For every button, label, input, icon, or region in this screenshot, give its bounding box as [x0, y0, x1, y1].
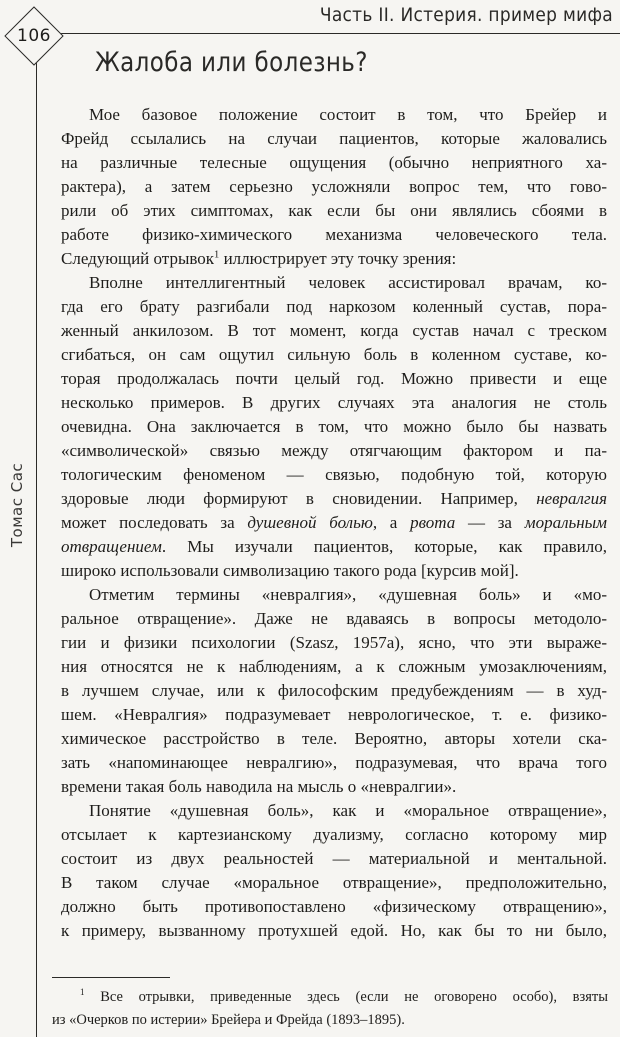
text-segment: Следующий отрывок [61, 249, 215, 268]
text-segment: должно быть противопоставлено «физическому отвращению», [61, 897, 607, 916]
text-segment: состоит из двух реальностей — материальной и ментальной. [61, 849, 607, 868]
text-segment: тологическим феноменом — связью, подобную той, которую [61, 465, 607, 484]
text-segment: сгибаться, он сам ощутил сильную боль в коленном суставе, ко- [61, 345, 607, 364]
text-line [61, 319, 607, 343]
text-segment: здоровые люди формируют в сновидении. Например, [61, 489, 537, 508]
text-line [61, 247, 607, 271]
italic-text: рвота [410, 513, 456, 532]
text-segment: из «Очерков по истерии» Брейера и Фрейда (1893–1895). [52, 1011, 405, 1028]
text-segment: на различные телесные ощущения (обычно неприятного ха- [61, 153, 607, 172]
footnote-marker: 1 [214, 249, 220, 261]
text-line [61, 607, 607, 631]
text-segment: гии и физики психологии (Szasz, 1957a), ясно, что эти выраже- [61, 633, 607, 652]
footnote-text [52, 986, 608, 1031]
text-segment: — за [455, 513, 525, 532]
text-line [52, 1009, 608, 1032]
text-segment: зать «напоминающее невралгию», подразумевая, что врача того [61, 753, 607, 772]
text-segment: торая продолжалась почти целый год. Можно привести и еще [61, 369, 607, 388]
text-segment: Отметим термины «невралгия», «душевная боль» и «мо- [89, 585, 607, 604]
text-line [61, 703, 607, 727]
text-segment: Мое базовое положение состоит в том, что Брейер и [89, 105, 607, 124]
page-number-badge [4, 6, 63, 65]
text-line [61, 367, 607, 391]
text-line [61, 847, 607, 871]
text-segment: женный анкилозом. В тот момент, когда сустав начал с треском [61, 321, 607, 340]
text-segment: ния относятся не к наблюдениям, а к сложным умозаключениям, [61, 657, 607, 676]
text-segment: Вполне интеллигентный человек ассистировал врачам, ко- [89, 273, 607, 292]
footnote-rule [52, 977, 170, 978]
margin-rule [36, 60, 37, 1037]
text-line [61, 823, 607, 847]
text-line [61, 583, 607, 607]
footnote-marker: 1 [80, 987, 85, 998]
text-line [61, 199, 607, 223]
text-segment: иллюстрирует эту точку зрения: [219, 249, 457, 268]
text-segment: В таком случае «моральное отвращение», предположительно, [61, 873, 607, 892]
text-segment: к примеру, вызванному протухшей едой. Но, как бы то ни было, [61, 921, 607, 940]
text-segment: «символической» связью между отягчающим фактором и па- [61, 441, 607, 460]
running-header: Часть II. Истерия. пример мифа [319, 4, 613, 27]
text-segment: шем. «Невралгия» подразумевает неврологическое, т. е. физико- [61, 705, 607, 724]
text-line [61, 679, 607, 703]
text-line [61, 751, 607, 775]
text-line [61, 919, 607, 943]
text-line [61, 799, 607, 823]
text-segment: в лучшем случае, или к философским предубеждениям — в худ- [61, 681, 607, 700]
page-number: 106 [17, 25, 51, 46]
text-segment: Понятие «душевная боль», как и «моральное отвращение», [89, 801, 607, 820]
text-line [61, 343, 607, 367]
italic-text: отвращением [61, 537, 162, 556]
text-segment: рактера), а затем серьезно усложняли вопрос тем, что гово- [61, 177, 607, 196]
text-segment: . Мы изучали пациентов, которые, как правило, [161, 537, 607, 556]
text-line [61, 487, 607, 511]
text-line [61, 295, 607, 319]
text-line [61, 775, 607, 799]
text-line [61, 895, 607, 919]
text-line [61, 175, 607, 199]
text-line [61, 415, 607, 439]
text-line [61, 439, 607, 463]
text-line [61, 871, 607, 895]
text-line [61, 103, 607, 127]
text-line [61, 511, 607, 535]
italic-text: душевной болью [247, 513, 373, 532]
body-text [61, 103, 607, 943]
text-line [61, 631, 607, 655]
text-segment: рили об этих симптомах, как если бы они являлись сбоями в [61, 201, 607, 220]
header-rule [57, 33, 620, 34]
text-line [61, 151, 607, 175]
text-segment: несколько примеров. В других случаях эта аналогия не столь [61, 393, 607, 412]
text-segment: гда его брату разгибали под наркозом коленный сустав, пора- [61, 297, 607, 316]
text-line [61, 271, 607, 295]
text-line [52, 986, 608, 1009]
text-segment: работе физико-химического механизма человеческого тела. [61, 225, 607, 244]
text-segment: очевидна. Она заключается в том, что можно было бы назвать [61, 417, 607, 436]
text-line [61, 223, 607, 247]
text-segment: , а [372, 513, 411, 532]
text-line [61, 727, 607, 751]
italic-text: невралгия [536, 489, 607, 508]
text-segment: широко использовали символизацию такого рода [курсив мой]. [61, 561, 519, 580]
text-segment: ральное отвращение». Даже не вдаваясь в вопросы методоло- [61, 609, 607, 628]
text-line [61, 463, 607, 487]
spine-author: Томас Сас [8, 462, 26, 548]
text-segment: может последовать за [61, 513, 248, 532]
section-title: Жалоба или болезнь? [95, 48, 368, 78]
italic-text: моральным [524, 513, 608, 532]
text-line [61, 535, 607, 559]
text-line [61, 127, 607, 151]
text-segment: времени такая боль наводила на мысль о «невралгии». [61, 777, 457, 796]
text-line [61, 559, 607, 583]
text-line [61, 655, 607, 679]
text-segment: Все отрывки, приведенные здесь (если не оговорено особо), взяты [84, 989, 608, 1005]
text-segment: отсылает к картезианскому дуализму, согласно которому мир [61, 825, 607, 844]
text-segment: химическое расстройство в теле. Вероятно, авторы хотели ска- [61, 729, 607, 748]
text-segment: Фрейд ссылались на случаи пациентов, которые жаловались [61, 129, 607, 148]
text-line [61, 391, 607, 415]
